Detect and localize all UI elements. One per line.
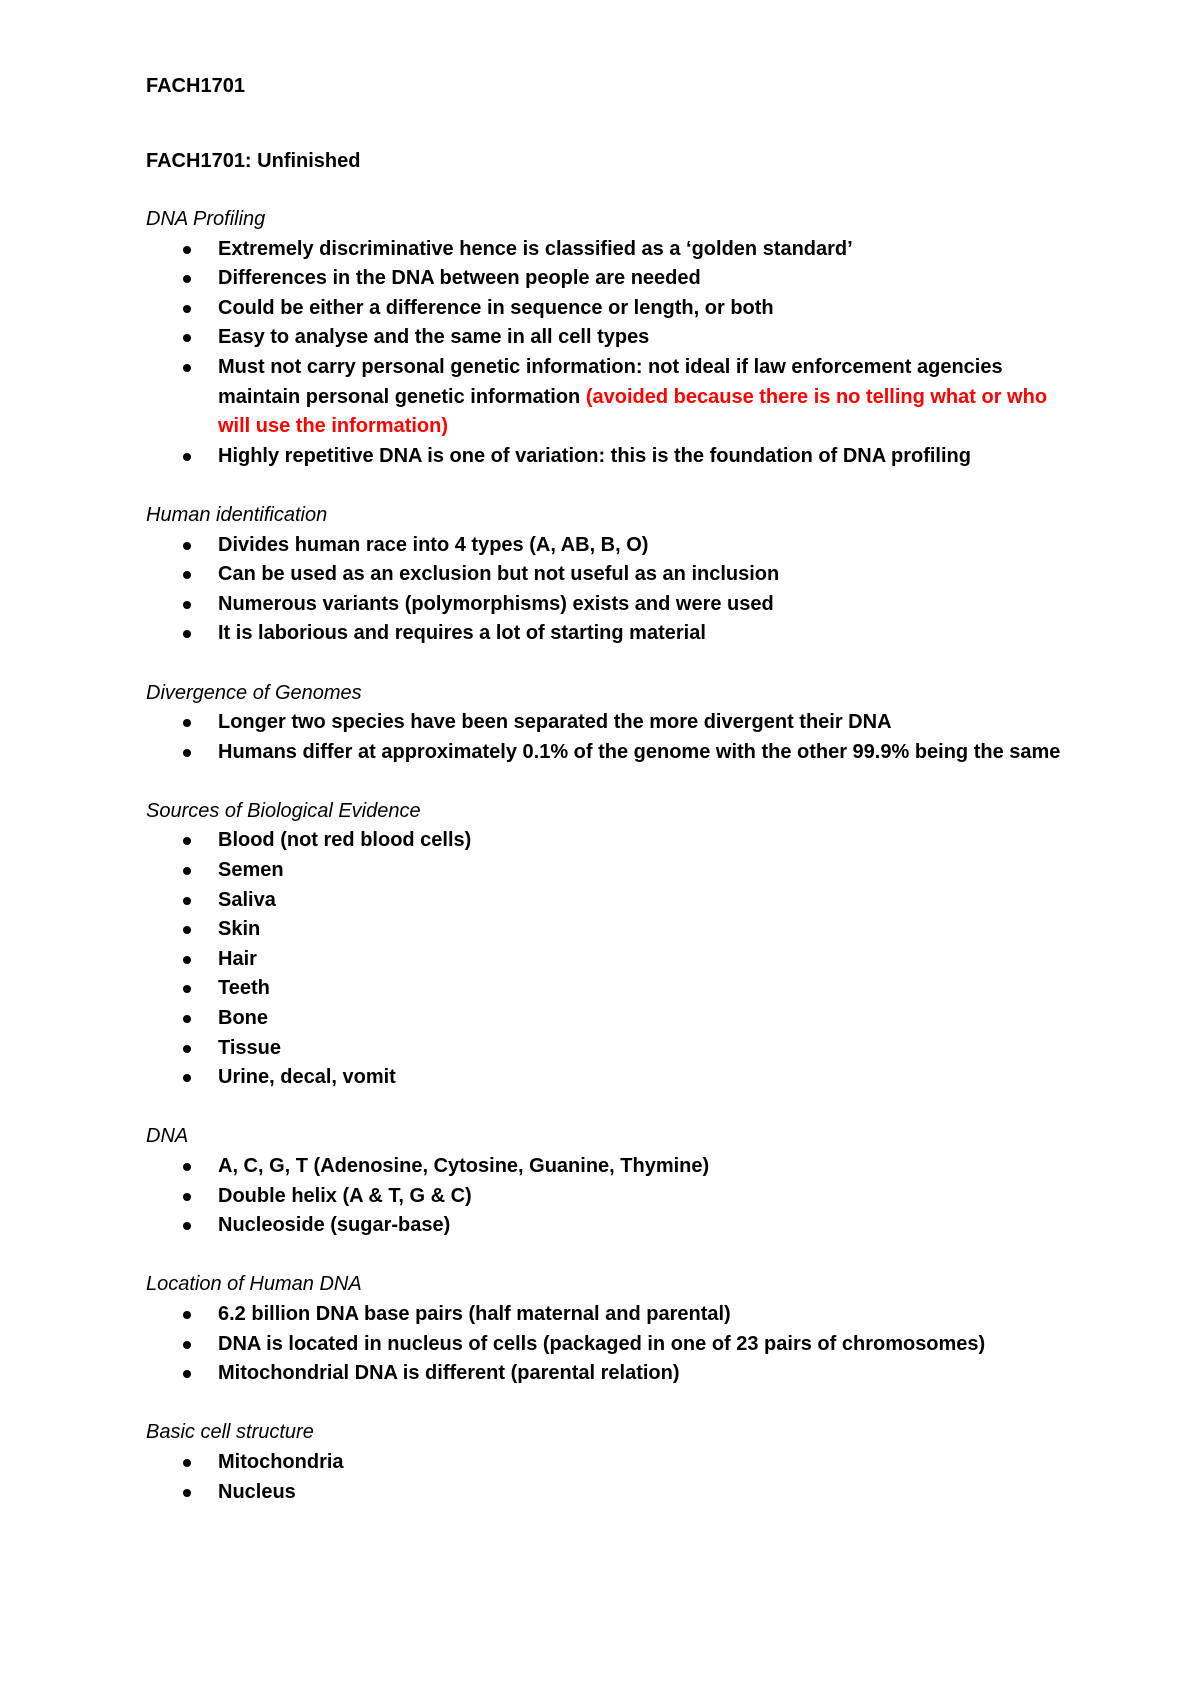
bullet-icon [183,956,191,964]
list-item [146,915,1076,945]
list-item-text: Semen [218,859,284,882]
list-item-text: Can be used as an exclusion but not useful as an inclusion [218,563,780,586]
bullet-icon [183,867,191,875]
list-item-text: Nucleoside (sugar-base) [218,1214,451,1237]
list-item-text: Urine, decal, vomit [218,1066,396,1089]
notes-content [146,205,1076,1537]
list-item-text: A, C, G, T (Adenosine, Cytosine, Guanine, Thymine) [218,1155,710,1177]
list-item-text: Easy to analyse and the same in all cell types [218,326,650,349]
bullet-icon [183,1193,191,1201]
list-item [146,1330,1076,1360]
list-item [146,1004,1076,1034]
bullet-icon [183,630,191,638]
bullet-icon [183,601,191,609]
bullet-list [146,235,1076,472]
bullet-icon [183,364,191,372]
notes-section [146,1418,1076,1507]
list-item [146,1063,1076,1093]
list-item-text: It is laborious and requires a lot of starting material [218,622,706,645]
list-item-text: Nucleus [218,1480,296,1503]
bullet-icon [183,275,191,283]
list-item [146,856,1076,886]
list-item-text: Highly repetitive DNA is one of variation: this is the foundation of DNA profiling [218,444,971,467]
bullet-icon [183,246,191,254]
notes-section [146,1270,1076,1388]
section-heading: Location of Human DNA [146,1273,362,1296]
bullet-icon [183,1222,191,1230]
list-item [146,1448,1076,1478]
list-item [146,442,1076,472]
bullet-icon [183,571,191,579]
bullet-icon [183,837,191,845]
bullet-list [146,1300,1076,1389]
list-item [146,1478,1076,1508]
highlighted-note: (avoided because there is no telling what or who will use the information) [218,385,1048,438]
notes-section [146,1122,1076,1240]
notes-section [146,205,1076,471]
list-item-text: Teeth [218,977,270,1000]
bullet-list [146,1448,1076,1507]
bullet-icon [183,1074,191,1082]
list-item-text: Tissue [218,1036,281,1059]
bullet-icon [183,1459,191,1467]
bullet-icon [183,334,191,342]
bullet-list [146,1152,1076,1241]
list-item-text: Must not carry personal genetic information: not ideal if law enforcement agencies maintain personal genetic information [218,355,1003,408]
bullet-icon [183,542,191,550]
list-item-text: Bone [218,1007,268,1030]
bullet-icon [183,1370,191,1378]
bullet-icon [183,926,191,934]
list-item-text: Differences in the DNA between people are needed [218,267,701,290]
bullet-icon [183,985,191,993]
list-item-text: Extremely discriminative hence is classified as a ‘golden standard’ [218,237,853,260]
page-header: FACH1701 [146,75,245,97]
bullet-icon [183,453,191,461]
list-item [146,590,1076,620]
list-item [146,1300,1076,1330]
bullet-icon [183,719,191,727]
list-item-text: Mitochondria [218,1450,344,1473]
bullet-icon [183,1341,191,1349]
list-item [146,323,1076,353]
list-item-text: Skin [218,918,261,941]
list-item [146,1182,1076,1212]
list-item [146,1359,1076,1389]
list-item-text: Longer two species have been separated the more divergent their DNA [218,711,892,734]
list-item [146,264,1076,294]
bullet-icon [183,1489,191,1497]
bullet-icon [183,305,191,313]
list-item-text: 6.2 billion DNA base pairs (half maternal and parental) [218,1302,731,1325]
bullet-icon [183,1015,191,1023]
bullet-icon [183,749,191,757]
bullet-list [146,708,1076,767]
notes-section [146,501,1076,649]
section-heading: Human identification [146,503,328,526]
section-heading: Basic cell structure [146,1421,314,1444]
list-item [146,708,1076,738]
bullet-list [146,826,1076,1092]
section-heading: Divergence of Genomes [146,681,362,704]
list-item [146,974,1076,1004]
list-item [146,1211,1076,1241]
list-item-text: Blood (not red blood cells) [218,829,472,852]
list-item [146,945,1076,975]
list-item-text: Hair [218,947,257,970]
list-item [146,531,1076,561]
bullet-icon [183,1311,191,1319]
bullet-list [146,531,1076,649]
bullet-icon [183,897,191,905]
list-item [146,235,1076,265]
list-item-text: Humans differ at approximately 0.1% of the genome with the other 99.9% being the same [218,740,1061,763]
list-item-text: Saliva [218,888,276,911]
list-item [146,826,1076,856]
bullet-icon [183,1163,191,1171]
notes-section [146,797,1076,1093]
section-heading: DNA Profiling [146,208,266,230]
list-item-text: Could be either a difference in sequence or length, or both [218,296,774,319]
section-heading: Sources of Biological Evidence [146,799,421,822]
list-item [146,738,1076,768]
list-item-text: Mitochondrial DNA is different (parental relation) [218,1362,680,1385]
list-item-text: DNA is located in nucleus of cells (packaged in one of 23 pairs of chromosomes) [218,1332,986,1355]
list-item-text: Double helix (A & T, G & C) [218,1184,472,1207]
list-item-text: Numerous variants (polymorphisms) exists and were used [218,592,774,615]
list-item [146,886,1076,916]
page-title: FACH1701: Unfinished [146,150,361,172]
bullet-icon [183,1045,191,1053]
list-item [146,619,1076,649]
list-item [146,1034,1076,1064]
section-heading: DNA [146,1125,189,1148]
list-item [146,560,1076,590]
list-item [146,1152,1076,1182]
notes-section [146,679,1076,768]
list-item [146,353,1076,442]
list-item [146,294,1076,324]
list-item-text: Divides human race into 4 types (A, AB, B, O) [218,533,649,556]
